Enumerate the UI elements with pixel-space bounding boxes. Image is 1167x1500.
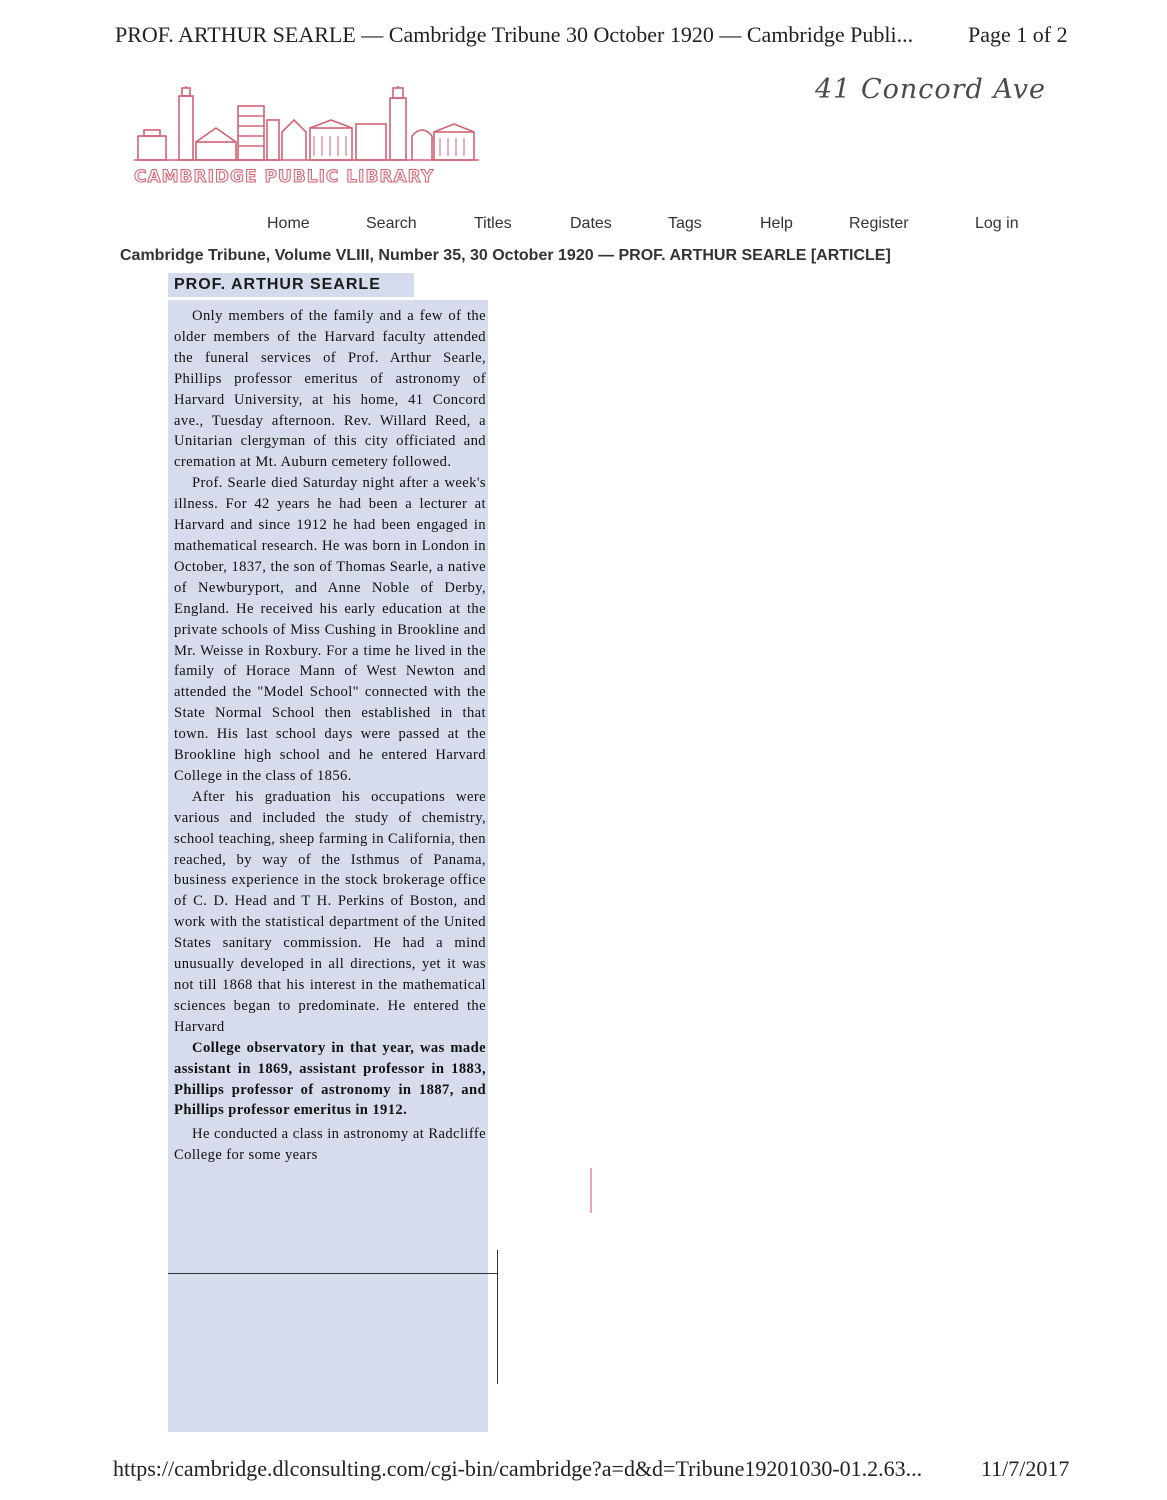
print-footer-url: https://cambridge.dlconsulting.com/cgi-bin/cambridge?a=d&d=Tribune19201030-01.2.63...	[113, 1456, 923, 1481]
article-clipping	[168, 300, 488, 1432]
nav-titles[interactable]: Titles	[474, 215, 512, 232]
article-paragraph: He conducted a class in astronomy at Radcliffe College for some years	[174, 1126, 486, 1164]
scan-mark	[590, 1168, 592, 1213]
clipping-column-rule	[497, 1250, 498, 1384]
article-paragraph: After his graduation his occupations were various and included the study of chemistry, school teaching, sheep farming in California, then reached, by way of the Isthmus of Panama, business experience in the stock brokerage office of C. D. Head and T H. Perkins of Boston, and work with the statistical department of the United States sanitary commission. He had a mind unusually developed in all directions, yet it was not till 1868 that his interest in the mathematical sciences began to predominate. He entered the Harvard	[174, 788, 486, 1035]
breadcrumb: Cambridge Tribune, Volume VLIII, Number 35, 30 October 1920 — PROF. ARTHUR SEARLE [ARTICLE]	[120, 247, 891, 264]
nav-dates[interactable]: Dates	[570, 215, 612, 232]
print-header-title: PROF. ARTHUR SEARLE — Cambridge Tribune 30 October 1920 — Cambridge Publi...	[115, 22, 914, 47]
nav-tags[interactable]: Tags	[668, 215, 702, 232]
nav-help[interactable]: Help	[760, 215, 793, 232]
clipping-divider	[168, 1273, 498, 1274]
print-header-page: Page 1 of 2	[968, 22, 1068, 47]
article-heading: PROF. ARTHUR SEARLE	[168, 273, 414, 297]
handwritten-note: 41 Concord Ave	[815, 74, 1047, 105]
article-paragraph: Prof. Searle died Saturday night after a week's illness. For 42 years he had been a lecturer at Harvard and since 1912 he had been engaged in mathematical research. He was born in London in October, 1837, the son of Thomas Searle, a native of Newburyport, and Anne Noble of Derby, England. He received his early education at the private schools of Miss Cushing in Brookline and Mr. Weisse in Roxbury. For a time he lived in the family of Horace Mann of West Newton and attended the "Model School" connected with the State Normal School then established in that town. His last school days were passed at the Brookline high school and he entered Harvard College in the class of 1856.	[174, 475, 486, 784]
library-logo-text: CAMBRIDGE PUBLIC LIBRARY	[134, 167, 435, 187]
article-paragraph: Only members of the family and a few of the older members of the Harvard faculty attended the funeral services of Prof. Arthur Searle, Phillips professor emeritus of astronomy of Harvard University, at his home, 41 Concord ave., Tuesday afternoon. Rev. Willard Reed, a Unitarian clergyman of this city officiated and cremation at Mt. Auburn cemetery followed.	[174, 308, 486, 471]
nav-log-in[interactable]: Log in	[975, 215, 1019, 232]
nav-register[interactable]: Register	[849, 215, 909, 232]
print-footer-date: 11/7/2017	[981, 1456, 1070, 1481]
nav-home[interactable]: Home	[267, 215, 310, 232]
article-column	[174, 306, 486, 1166]
nav-search[interactable]: Search	[366, 215, 417, 232]
main-nav	[0, 215, 1167, 237]
article-paragraph: College observatory in that year, was made assistant in 1869, assistant professor in 1883, Phillips professor of astronomy in 1887, and Phillips professor emeritus in 1912.	[174, 1039, 486, 1119]
